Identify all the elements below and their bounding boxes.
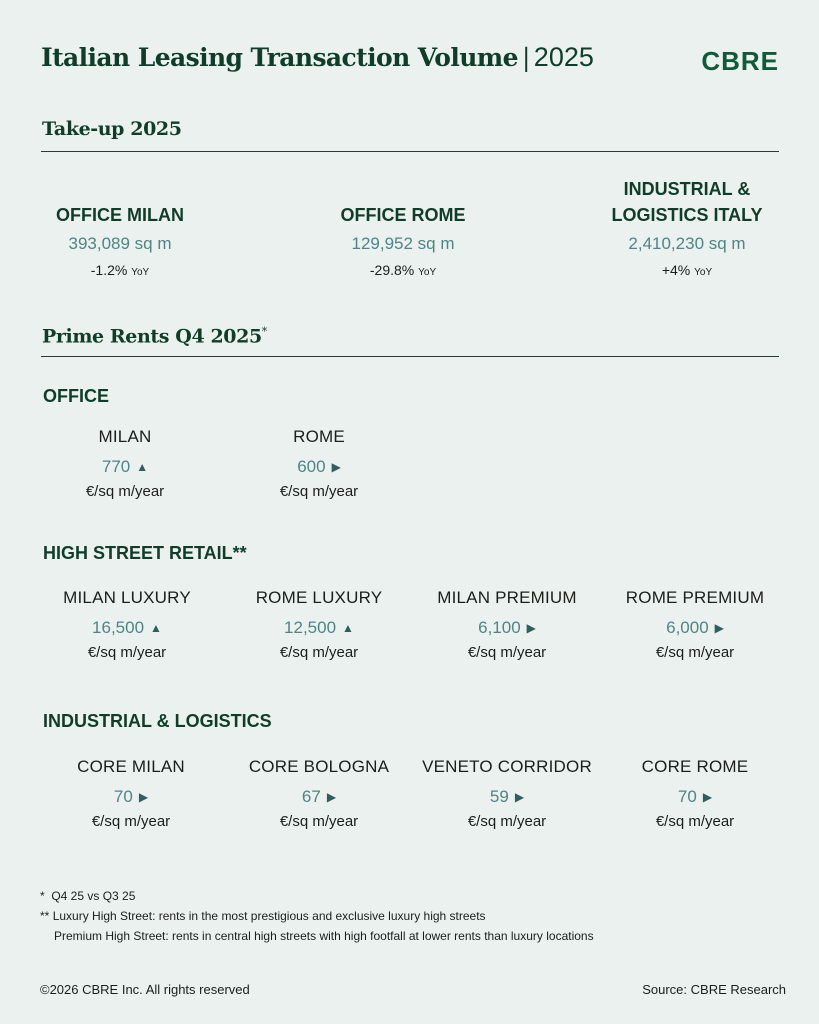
rent-value: 16,500 bbox=[92, 618, 145, 637]
change-percent: +4% bbox=[661, 262, 691, 278]
change-suffix: YoY bbox=[418, 267, 437, 278]
rent-unit: €/sq m/year bbox=[279, 813, 359, 830]
prime-rents-title-text: Prime Rents Q4 2025 bbox=[42, 325, 262, 348]
title-year: 2025 bbox=[533, 42, 594, 72]
rent-location: CORE BOLOGNA bbox=[248, 757, 390, 776]
rent-value: 6,000 bbox=[666, 618, 709, 637]
title-text: Italian Leasing Transaction Volume bbox=[41, 43, 518, 72]
title-separator: | bbox=[521, 43, 530, 72]
rent-value-row bbox=[610, 618, 780, 638]
takeup-change bbox=[313, 262, 493, 278]
prime-rents-title-mark: * bbox=[261, 325, 267, 338]
rent-location: CORE ROME bbox=[641, 757, 749, 776]
trend-stable-icon: ▶ bbox=[714, 621, 724, 635]
rent-card bbox=[46, 757, 216, 830]
rent-unit: €/sq m/year bbox=[85, 483, 165, 500]
rent-value: 770 bbox=[101, 457, 131, 476]
rent-unit: €/sq m/year bbox=[655, 644, 735, 661]
trend-stable-icon: ▶ bbox=[326, 790, 337, 804]
change-percent: -1.2% bbox=[90, 262, 128, 278]
footnotes bbox=[40, 886, 594, 946]
footnote-3: Premium High Street: rents in central high streets with high footfall at lower rents than luxury locations bbox=[54, 929, 594, 943]
copyright: ©2026 CBRE Inc. All rights reserved bbox=[40, 982, 250, 997]
source: Source: CBRE Research bbox=[642, 982, 786, 997]
change-suffix: YoY bbox=[131, 267, 150, 278]
takeup-value: 2,410,230 sq m bbox=[628, 234, 746, 253]
takeup-value: 393,089 sq m bbox=[68, 234, 172, 253]
rent-unit: €/sq m/year bbox=[279, 483, 359, 500]
rent-card bbox=[234, 757, 404, 830]
takeup-divider bbox=[41, 151, 779, 152]
footnote-2 bbox=[40, 906, 594, 926]
rent-value: 12,500 bbox=[284, 618, 337, 637]
rent-value: 600 bbox=[297, 457, 326, 476]
rent-value: 6,100 bbox=[478, 618, 521, 637]
rent-unit: €/sq m/year bbox=[87, 644, 167, 661]
rent-card bbox=[422, 757, 592, 830]
footnote-mark: * bbox=[40, 889, 45, 903]
rent-value-row bbox=[42, 618, 212, 638]
rent-location: ROME PREMIUM bbox=[625, 588, 765, 607]
cbre-logo: CBRE bbox=[701, 46, 779, 76]
trend-stable-icon: ▶ bbox=[514, 790, 525, 804]
takeup-change bbox=[587, 262, 787, 278]
rent-value: 70 bbox=[677, 787, 697, 806]
rent-value-row bbox=[234, 618, 404, 638]
prime-rents-section-title bbox=[42, 325, 267, 347]
footnote-text: Q4 25 vs Q3 25 bbox=[51, 889, 136, 903]
rent-value-row bbox=[610, 787, 780, 807]
rent-location: MILAN PREMIUM bbox=[437, 588, 577, 607]
trend-stable-icon: ▶ bbox=[526, 621, 536, 635]
takeup-label-line2: LOGISTICS ITALY bbox=[611, 205, 763, 225]
page-title bbox=[41, 42, 594, 73]
rent-location: CORE MILAN bbox=[77, 757, 185, 776]
rent-card bbox=[234, 588, 404, 661]
takeup-office-milan bbox=[30, 202, 210, 278]
trend-up-icon: ▲ bbox=[342, 621, 354, 635]
trend-stable-icon: ▶ bbox=[138, 790, 149, 804]
footnote-mark: ** bbox=[40, 909, 50, 923]
rent-unit: €/sq m/year bbox=[655, 813, 735, 830]
takeup-industrial-logistics bbox=[587, 176, 787, 278]
rent-card bbox=[40, 427, 210, 500]
prime-rents-divider bbox=[41, 356, 779, 357]
category-title-office: OFFICE bbox=[43, 386, 109, 406]
rent-unit: €/sq m/year bbox=[467, 813, 547, 830]
rent-value-row bbox=[40, 457, 210, 477]
rent-value-row bbox=[234, 457, 404, 477]
rent-value: 59 bbox=[489, 787, 509, 806]
footnote-1 bbox=[40, 886, 594, 906]
category-title-retail: HIGH STREET RETAIL** bbox=[43, 543, 247, 563]
trend-up-icon: ▲ bbox=[136, 460, 149, 474]
takeup-label-line1: INDUSTRIAL & bbox=[623, 179, 751, 199]
category-title-industrial: INDUSTRIAL & LOGISTICS bbox=[43, 711, 272, 731]
rent-card bbox=[422, 588, 592, 661]
rent-unit: €/sq m/year bbox=[467, 644, 547, 661]
rent-location: MILAN bbox=[98, 427, 152, 446]
rent-location: MILAN LUXURY bbox=[63, 588, 191, 607]
takeup-office-rome bbox=[313, 202, 493, 278]
change-suffix: YoY bbox=[694, 267, 713, 278]
trend-up-icon: ▲ bbox=[150, 621, 162, 635]
rent-location: ROME bbox=[293, 427, 345, 446]
trend-stable-icon: ▶ bbox=[702, 790, 713, 804]
rent-value-row bbox=[422, 787, 592, 807]
rent-unit: €/sq m/year bbox=[91, 813, 171, 830]
rent-card bbox=[610, 588, 780, 661]
rent-card bbox=[42, 588, 212, 661]
rent-location: VENETO CORRIDOR bbox=[422, 757, 592, 776]
takeup-section-title: Take-up 2025 bbox=[42, 118, 182, 140]
trend-stable-icon: ▶ bbox=[331, 460, 341, 474]
rent-value-row bbox=[234, 787, 404, 807]
rent-value: 67 bbox=[301, 787, 321, 806]
footnote-text: Luxury High Street: rents in the most prestigious and exclusive luxury high streets bbox=[52, 909, 486, 923]
takeup-label: OFFICE MILAN bbox=[56, 205, 184, 225]
takeup-value: 129,952 sq m bbox=[351, 234, 455, 253]
change-percent: -29.8% bbox=[369, 262, 415, 278]
rent-location: ROME LUXURY bbox=[255, 588, 383, 607]
takeup-change bbox=[30, 262, 210, 278]
takeup-label: OFFICE ROME bbox=[340, 205, 466, 225]
rent-value: 70 bbox=[113, 787, 133, 806]
rent-card bbox=[234, 427, 404, 500]
rent-unit: €/sq m/year bbox=[279, 644, 359, 661]
rent-value-row bbox=[422, 618, 592, 638]
rent-card bbox=[610, 757, 780, 830]
rent-value-row bbox=[46, 787, 216, 807]
